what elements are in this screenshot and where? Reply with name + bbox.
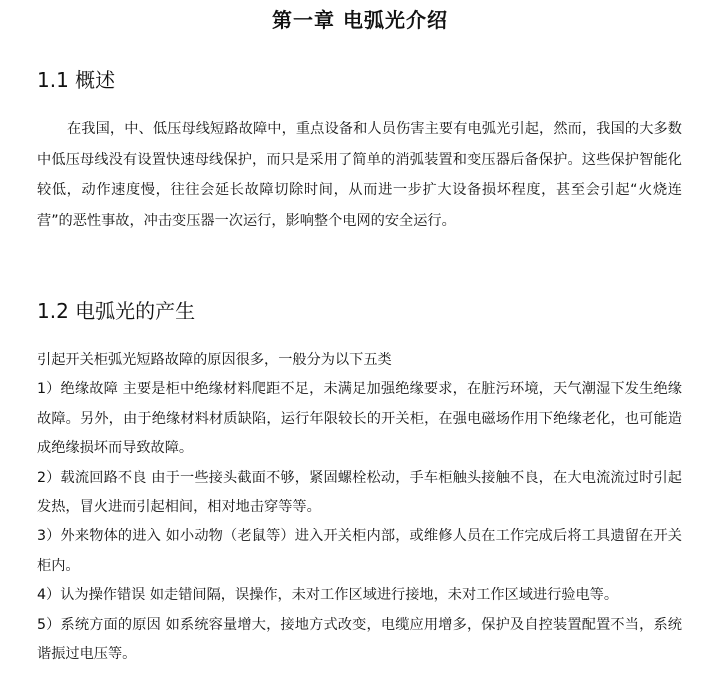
- list-item: 3）外来物体的进入 如小动物（老鼠等）进入开关柜内部，或维修人员在工作完成后将工具遗留在开关柜内。: [37, 528, 682, 574]
- list-item: 4）认为操作错误 如走错间隔，误操作，未对工作区域进行接地，未对工作区域进行验电等。: [37, 587, 619, 604]
- section-heading-overview: 1.1 概述: [37, 68, 116, 92]
- section-heading-arc-generation: 1.2 电弧光的产生: [37, 299, 196, 323]
- list-item: 2）载流回路不良 由于一些接头截面不够，紧固螺栓松动，手车柜触头接触不良，在大电流流过时引起发热，冒火进而引起相间，相对地击穿等等。: [37, 469, 682, 516]
- cause-list: [37, 346, 682, 669]
- overview-paragraph: 在我国，中、低压母线短路故障中，重点设备和人员伤害主要有电弧光引起，然而，我国的大多数中低压母线没有设置快速母线保护，而只是采用了简单的消弧装置和变压器后备保护。这些保护智能化较低，动作速度慢，往往会延长故障切除时间，从而进一步扩大设备损坏程度，甚至会引起“火烧连营”的恶性事故，冲击变压器一次运行，影响整个电网的安全运行。: [37, 121, 682, 229]
- cause-list-intro: 引起开关柜弧光短路故障的原因很多，一般分为以下五类: [37, 352, 392, 368]
- list-item: 5）系统方面的原因 如系统容量增大，接地方式改变，电缆应用增多，保护及自控装置配置不当，系统谐振过电压等。: [37, 616, 682, 663]
- chapter-title: 第一章 电弧光介绍: [272, 8, 448, 32]
- list-item: 1）绝缘故障 主要是柜中绝缘材料爬距不足，未满足加强绝缘要求，在脏污环境，天气潮湿下发生绝缘故障。另外，由于绝缘材料材质缺陷，运行年限较长的开关柜，在强电磁场作用下绝缘老化，也可能造成绝缘损坏而导致故障。: [37, 381, 682, 457]
